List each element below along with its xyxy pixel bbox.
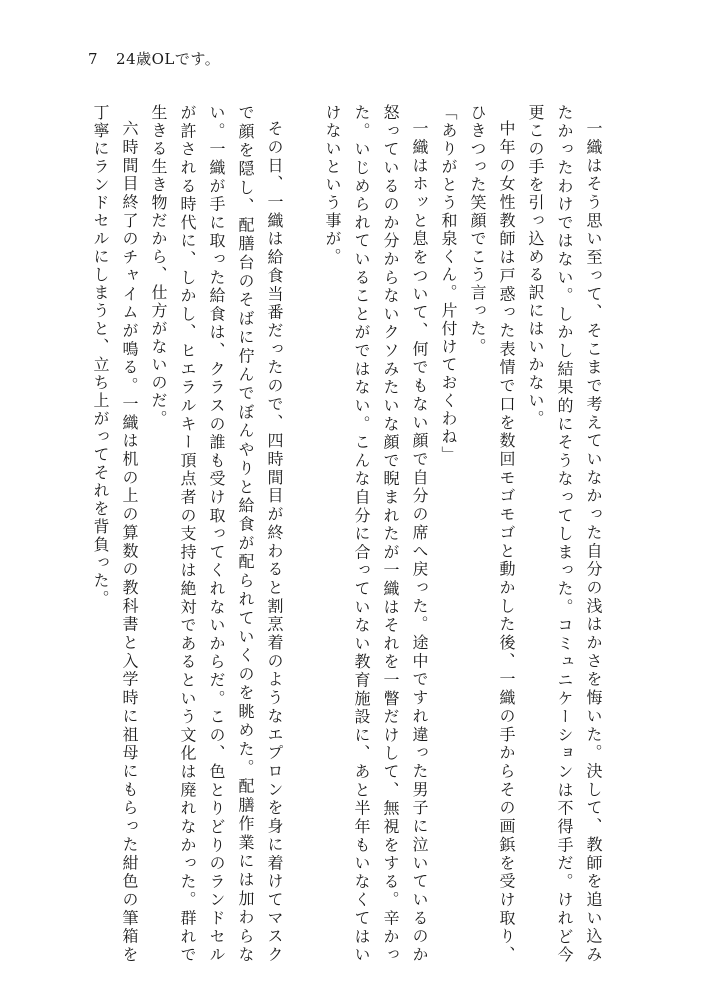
paragraph: 中年の女性教師は戸惑った表情で口を数回モゴモゴと動かした後、一織の手からその画鋲を受け取り、ひきつった笑顔でこう言った。 (468, 104, 516, 964)
paragraph: 一織はホッと息をついて、何でもない顔で自分の席へ戻った。途中ですれ違った男子に泣いているのか怒っているのか分からないクソみたいな顔で睨まれたが一織はそれを一瞥だけして、無視をする。辛かった。いじめられていることがではない。こんな自分に合っていない教育施設に、あと半年もいなくてはいけないという事が。 (323, 104, 429, 964)
dialogue-line: 「ありがとう和泉くん。片付けておくわね」 (439, 104, 458, 464)
paragraph: 六時間目終了のチャイムが鳴る。一織は机の上の算数の教科書と入学時に祖母にもらった紺色の筆箱を丁寧にランドセルにしまうと、立ち上がってそれを背負った。 (91, 104, 139, 964)
running-title: 24歳OLです。 (116, 50, 221, 68)
page-number: 7 (88, 50, 99, 68)
paragraph: その日、一織は給食当番だったので、四時間目が終わると割烹着のようなエプロンを身に着けてマスクで顔を隠し、配膳台のそばに佇んでぼんやりと給食が配られていくのを眺めた。配膳作業には加わらない。一織が手に取った給食は、クラスの誰も受け取ってくれないからだ。この、色とりどりのランドセルが許される時代に、しかし、ヒエラルキー頂点者の支持は絶対であるという文化は廃れなかった。群れで生きる生き物だから、仕方がないのだ。 (149, 104, 284, 965)
paragraph: 一織はそう思い至って、そこまで考えていなかった自分の浅はかさを悔いた。決して、教師を追い込みたかったわけではない。しかし結果的にそうなってしまった。コミュニケーションは不得手だ。けれど今更この手を引っ込める訳にはいかない。 (526, 104, 603, 964)
vertical-body-text (91, 104, 608, 965)
page-header (88, 48, 220, 69)
